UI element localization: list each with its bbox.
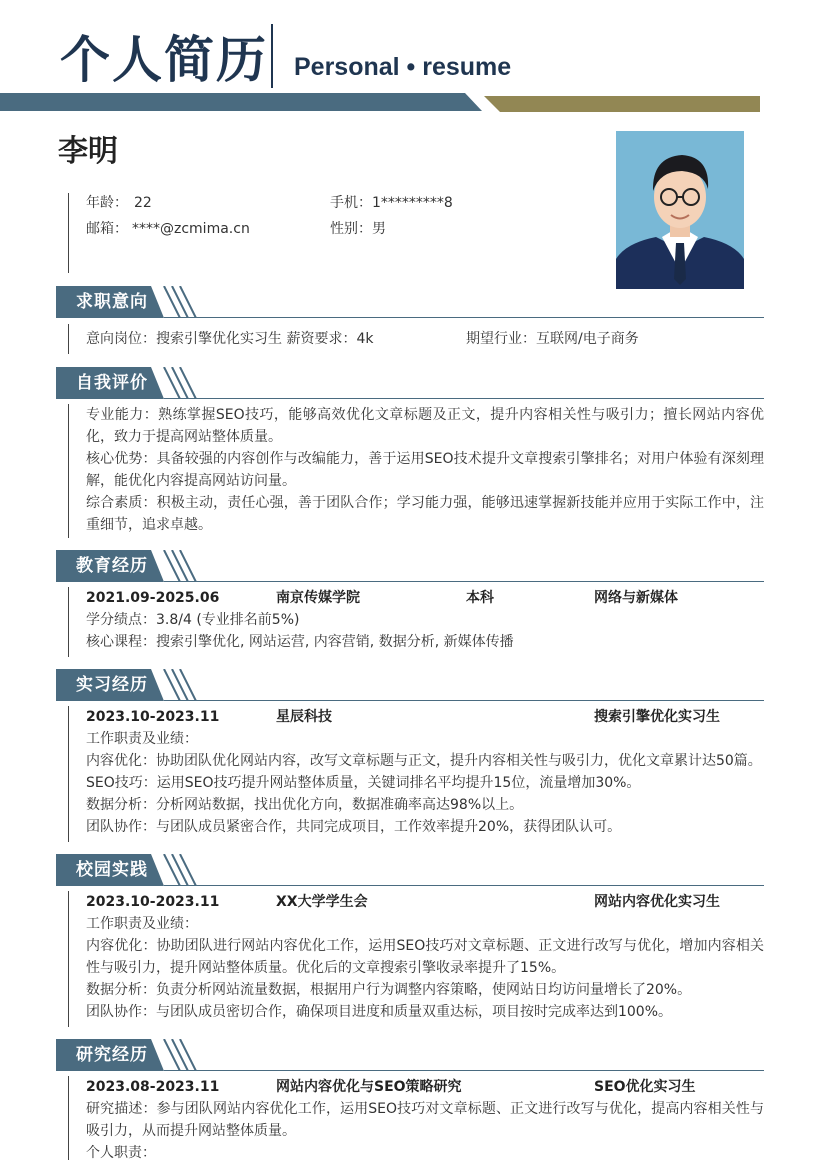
section-header-campus [56,854,764,886]
page-subtitle: Personal • resume [294,53,512,81]
research-role: SEO优化实习生 [594,1079,696,1095]
campus-org: XX大学学生会 [276,894,368,910]
email-label: 邮箱： [86,221,128,237]
section-title: 教育经历 [76,556,148,576]
stripes-decoration [156,286,200,318]
stripes-decoration [156,1039,200,1071]
section-header-intent [56,286,764,318]
age-field [86,193,152,213]
education-degree: 本科 [466,590,494,606]
campus-date: 2023.10-2023.11 [86,894,220,910]
research-date: 2023.08-2023.11 [86,1079,220,1095]
internship-line: 工作职责及业绩： [86,731,198,747]
phone-value: 1*********8 [372,195,453,211]
header-band-blue [0,93,482,111]
campus-line: 工作职责及业绩： [86,916,198,932]
email-value: ****@zcmima.cn [132,221,250,237]
gender-value: 男 [372,221,386,237]
self-eval-item: 综合素质：积极主动，责任心强，善于团队合作；学习能力强，能够迅速掌握新技能并应用于实际工作中，注重细节，追求卓越。 [86,495,764,533]
page-title: 个人简历 [60,31,268,89]
internship-line: 团队协作：与团队成员紧密合作，共同完成项目，工作效率提升20%，获得团队认可。 [86,819,622,835]
phone-field [330,193,453,213]
internship-line: 内容优化：协助团队优化网站内容，改写文章标题与正文，提升内容相关性与吸引力，优化文章累计达50篇。 [86,753,762,769]
section-title: 求职意向 [76,292,148,312]
research-project: 网站内容优化与SEO策略研究 [276,1079,462,1095]
internship-org: 星辰科技 [276,709,332,725]
campus-role: 网站内容优化实习生 [594,894,720,910]
self-eval-item: 核心优势：具备较强的内容创作与改编能力，善于运用SEO技术提升文章搜索引擎排名；对用户体验有深刻理解，能优化内容提高网站访问量。 [86,451,764,489]
portrait-illustration [616,131,744,289]
education-content [86,587,764,653]
gender-label: 性别： [330,221,372,237]
profile-photo [616,131,744,289]
email-field [86,219,250,239]
education-courses: 核心课程：搜索引擎优化, 网站运营, 内容营销, 数据分析, 新媒体传播 [86,634,514,650]
internship-content [86,706,764,838]
section-title: 自我评价 [76,373,148,393]
phone-label: 手机： [330,195,372,211]
campus-content [86,891,764,1023]
section-header-internship [56,669,764,701]
section-header-self-eval [56,367,764,399]
campus-line: 团队协作：与团队成员密切合作，确保项目进度和质量双重达标，项目按时完成率达到100%。 [86,1004,673,1020]
education-date: 2021.09-2025.06 [86,590,220,606]
age-label: 年龄： [86,195,128,211]
intent-content [86,328,764,350]
campus-line: 内容优化：协助团队进行网站内容优化工作，运用SEO技巧对文章标题、正文进行改写与优化，增加内容相关性与吸引力，提升网站整体质量。优化后的文章搜索引擎收录率提升了15%。 [86,938,764,976]
candidate-name: 李明 [58,134,118,169]
research-line: 研究描述：参与团队网站内容优化工作，运用SEO技巧对文章标题、正文进行改写与优化，提高内容相关性与吸引力，从而提升网站整体质量。 [86,1101,764,1139]
stripes-decoration [156,367,200,399]
section-title: 校园实践 [76,860,148,880]
intent-industry: 期望行业：互联网/电子商务 [466,331,639,347]
internship-header-row [86,706,764,728]
education-major: 网络与新媒体 [594,590,678,606]
intent-position: 意向岗位：搜索引擎优化实习生 薪资要求：4k [86,331,374,347]
research-line: 个人职责： [86,1145,156,1160]
education-school: 南京传媒学院 [276,590,360,606]
age-value: 22 [134,195,152,211]
header-divider [271,24,273,88]
stripes-decoration [156,550,200,582]
section-title: 实习经历 [76,675,148,695]
section-title: 研究经历 [76,1045,148,1065]
research-content [86,1076,764,1160]
section-header-research [56,1039,764,1071]
education-header-row [86,587,764,609]
section-header-education [56,550,764,582]
internship-line: 数据分析：分析网站数据，找出优化方向，数据准确率高达98%以上。 [86,797,524,813]
stripes-decoration [156,854,200,886]
internship-role: 搜索引擎优化实习生 [594,709,720,725]
header-band-gold [484,96,760,112]
research-header-row [86,1076,764,1098]
self-eval-item: 专业能力：熟练掌握SEO技巧，能够高效优化文章标题及正文，提升内容相关性与吸引力；擅长网站内容优化，致力于提高网站整体质量。 [86,407,764,445]
stripes-decoration [156,669,200,701]
internship-line: SEO技巧：运用SEO技巧提升网站整体质量，关键词排名平均提升15位，流量增加30%。 [86,775,641,791]
gender-field [330,219,386,239]
education-gpa: 学分绩点：3.8/4 (专业排名前5%) [86,612,300,628]
internship-date: 2023.10-2023.11 [86,709,220,725]
campus-line: 数据分析：负责分析网站流量数据，根据用户行为调整内容策略，使网站日均访问量增长了20%。 [86,982,692,998]
self-eval-content [86,404,764,536]
info-divider [68,193,69,273]
campus-header-row [86,891,764,913]
